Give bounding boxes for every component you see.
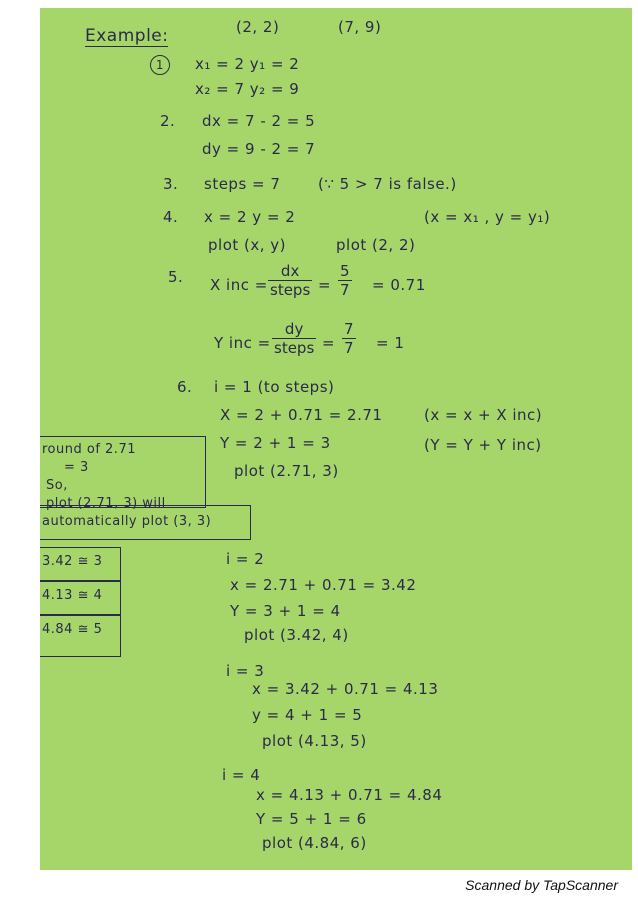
- point-1: (2, 2): [236, 18, 280, 36]
- x-inc-numerator: dx: [268, 262, 312, 281]
- step-3-note: (∵ 5 > 7 is false.): [318, 175, 457, 193]
- step-6-x-line: X = 2 + 0.71 = 2.71: [220, 406, 383, 424]
- side-note-line-3: So,: [46, 478, 68, 493]
- iter-4-x: x = 4.13 + 0.71 = 4.84: [256, 786, 443, 804]
- step-6-x-note: (x = x + X inc): [424, 406, 543, 424]
- step-2-dx: dx = 7 - 2 = 5: [202, 112, 316, 130]
- x-inc-fraction: [268, 262, 312, 299]
- y-inc-fraction: [272, 320, 316, 357]
- step-6-y-line: Y = 2 + 1 = 3: [220, 434, 331, 452]
- iter-4-y: Y = 5 + 1 = 6: [256, 810, 367, 828]
- round-table-row-2: 4.13 ≅ 4: [42, 588, 103, 603]
- round-table-row-1: 3.42 ≅ 3: [42, 554, 103, 569]
- y-inc-equals: =: [322, 334, 336, 352]
- step-6-plot: plot (2.71, 3): [234, 462, 339, 480]
- step-5-marker: 5.: [168, 268, 184, 286]
- point-2: (7, 9): [338, 18, 382, 36]
- y-inc-value-denominator: 7: [344, 339, 354, 357]
- y-inc-result: = 1: [376, 334, 405, 352]
- iter-2-y: Y = 3 + 1 = 4: [230, 602, 341, 620]
- step-4-plot-value: plot (2, 2): [336, 236, 416, 254]
- x-inc-value-denominator: 7: [340, 281, 350, 299]
- side-note-line-5: automatically plot (3, 3): [42, 514, 212, 529]
- round-table-divider-1: [40, 580, 120, 582]
- iter-4-plot: plot (4.84, 6): [262, 834, 367, 852]
- step-1-line-1: x₁ = 2 y₁ = 2: [195, 55, 300, 73]
- iter-2-x: x = 2.71 + 0.71 = 3.42: [230, 576, 417, 594]
- x-inc-value-numerator: 5: [340, 262, 350, 280]
- x-inc-result: = 0.71: [372, 276, 426, 294]
- iter-3-y: y = 4 + 1 = 5: [252, 706, 363, 724]
- iter-3-i: i = 3: [226, 662, 265, 680]
- step-1-marker: 1: [150, 55, 170, 75]
- step-6-marker: 6.: [177, 378, 193, 396]
- iter-2-plot: plot (3.42, 4): [244, 626, 349, 644]
- step-4-note: (x = x₁ , y = y₁): [424, 208, 551, 226]
- y-inc-value-numerator: 7: [344, 320, 354, 338]
- round-table-row-3: 4.84 ≅ 5: [42, 622, 103, 637]
- iter-4-i: i = 4: [222, 766, 261, 784]
- step-4-plot: plot (x, y): [208, 236, 287, 254]
- step-4-text: x = 2 y = 2: [204, 208, 296, 226]
- step-2-marker: 2.: [160, 112, 176, 130]
- x-inc-value-fraction: [338, 262, 352, 299]
- iter-2-i: i = 2: [226, 550, 265, 568]
- x-inc-label: X inc =: [210, 276, 268, 294]
- y-inc-value-fraction: [342, 320, 356, 357]
- step-2-dy: dy = 9 - 2 = 7: [202, 140, 316, 158]
- step-3-text: steps = 7: [204, 175, 281, 193]
- step-4-marker: 4.: [163, 208, 179, 226]
- scanner-watermark: Scanned by TapScanner: [465, 877, 618, 893]
- x-inc-equals: =: [318, 276, 332, 294]
- step-1-line-2: x₂ = 7 y₂ = 9: [195, 80, 300, 98]
- y-inc-numerator: dy: [272, 320, 316, 339]
- side-note-line-4: plot (2.71, 3) will: [46, 496, 166, 511]
- y-inc-denominator: steps: [274, 339, 315, 357]
- step-6-y-note: (Y = Y + Y inc): [424, 436, 542, 454]
- side-note-line-2: = 3: [64, 460, 89, 475]
- y-inc-label: Y inc =: [214, 334, 271, 352]
- step-3-marker: 3.: [163, 175, 179, 193]
- side-note-line-1: round of 2.71: [42, 442, 136, 457]
- iter-3-plot: plot (4.13, 5): [262, 732, 367, 750]
- round-table-divider-2: [40, 614, 120, 616]
- step-6-i-line: i = 1 (to steps): [214, 378, 335, 396]
- example-title: Example:: [85, 26, 169, 46]
- x-inc-denominator: steps: [270, 281, 311, 299]
- iter-3-x: x = 3.42 + 0.71 = 4.13: [252, 680, 439, 698]
